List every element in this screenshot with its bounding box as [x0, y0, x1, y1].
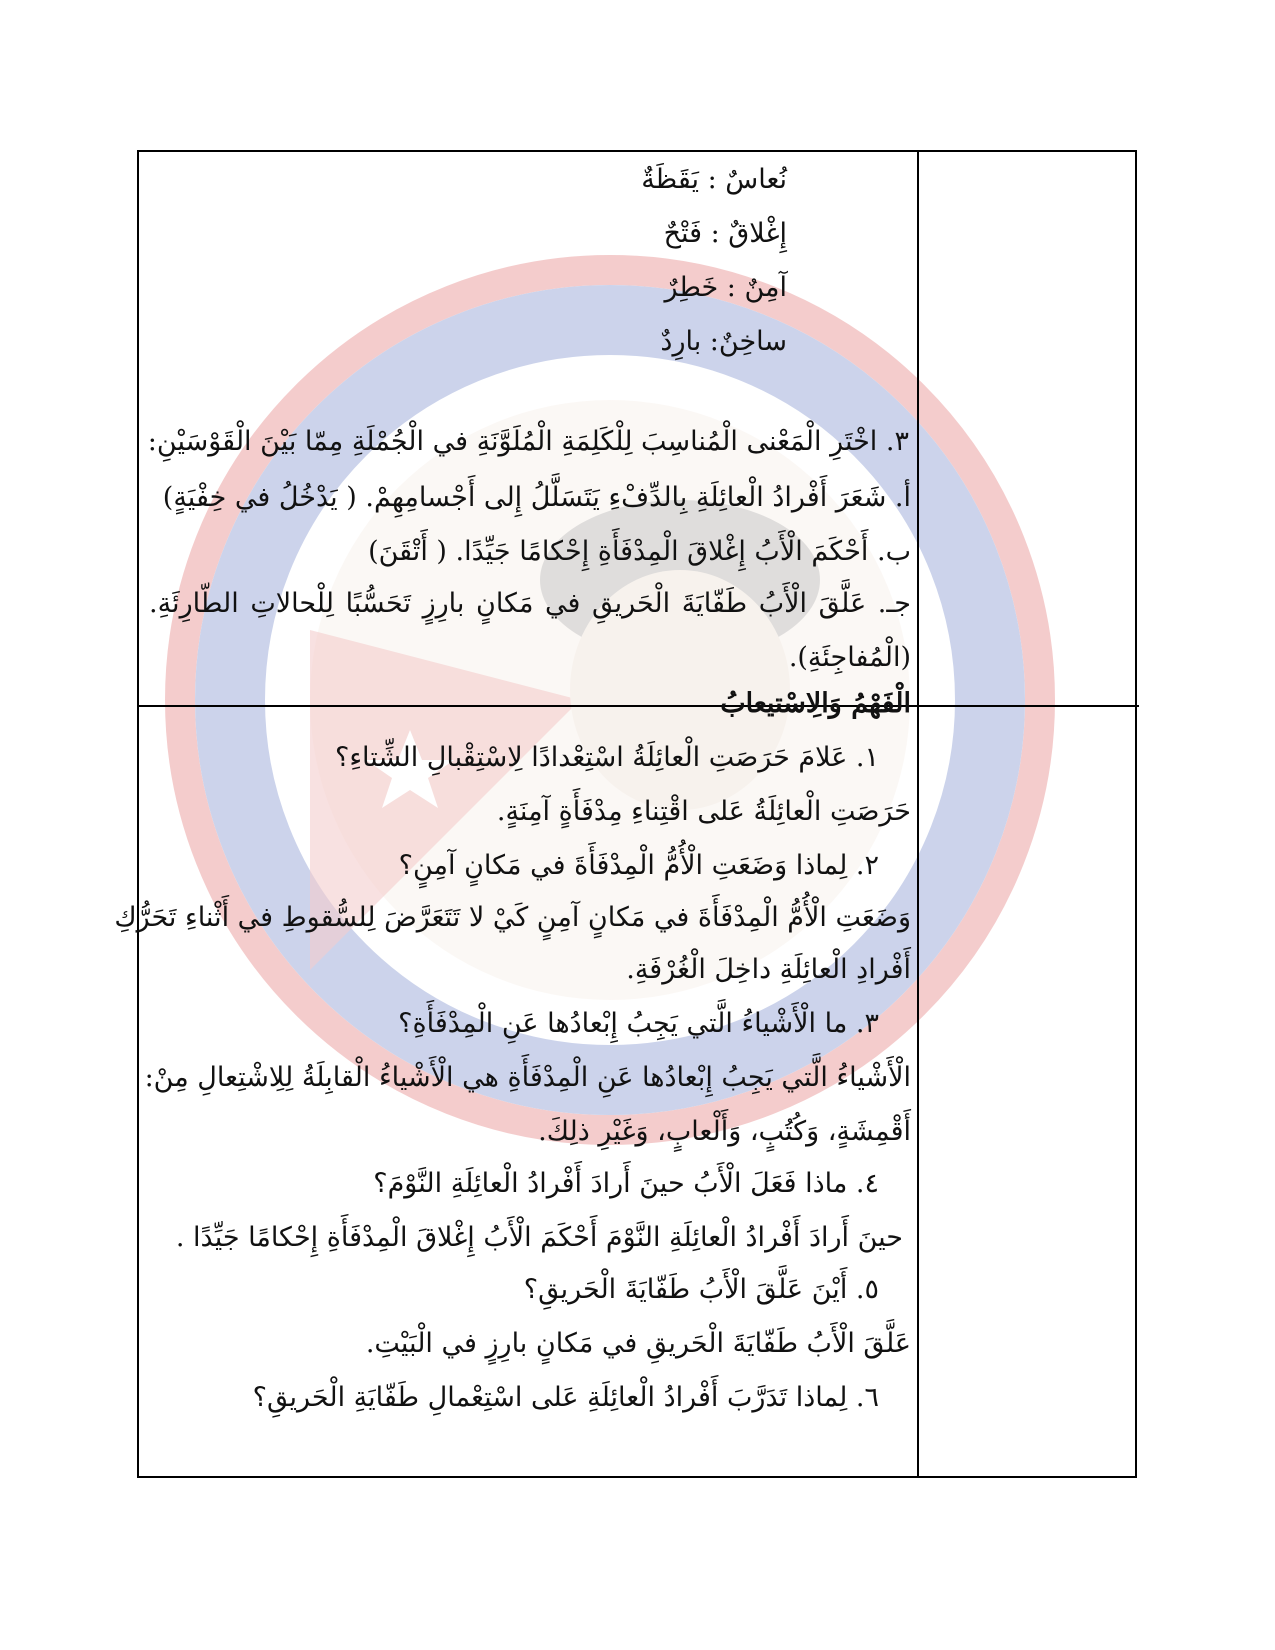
- answer-line: عَلَّقَ الْأَبُ طَفّايَةَ الْحَريقِ في مَكانٍ بارِزٍ في الْبَيْتِ.: [365, 1328, 911, 1359]
- answer-line: أَقْمِشَةٍ، وَكُتُبٍ، وَأَلْعابٍ، وَغَيْرِ ذلِكَ.: [538, 1116, 911, 1147]
- question-line: ٢. لِماذا وَضَعَتِ الْأُمُّ الْمِدْفَأَةَ في مَكانٍ آمِنٍ؟: [398, 850, 879, 881]
- exercise-item: ب. أَحْكَمَ الْأَبُ إِغْلاقَ الْمِدْفَأَةِ إِحْكامًا جَيِّدًا. ( أَتْقَنَ): [368, 536, 911, 567]
- worksheet-table: [114, 150, 1137, 1478]
- exercise-item: (الْمُفاجِئَةِ).: [788, 642, 911, 673]
- answer-line: حَرَصَتِ الْعائِلَةُ عَلى اقْتِناءِ مِدْفَأَةٍ آمِنَةٍ.: [496, 796, 911, 827]
- antonym-line: آمِنٌ : خَطِرٌ: [664, 272, 787, 303]
- content-column: [114, 152, 919, 1476]
- question-line: ٥. أَيْنَ عَلَّقَ الْأَبُ طَفّايَةَ الْحَريقِ؟: [523, 1274, 879, 1305]
- answer-line: وَضَعَتِ الْأُمُّ الْمِدْفَأَةَ في مَكانٍ آمِنٍ كَيْ لا تَتَعَرَّضَ لِلسُّقوطِ في أَثْناءِ تَحَرُّكِ: [114, 902, 911, 933]
- exercise-item: أ. شَعَرَ أَفْرادُ الْعائِلَةِ بِالدِّفْءِ يَتَسَلَّلُ إِلى أَجْسامِهِمْ. ( يَدْخُلُ في خِفْيَةٍ): [162, 482, 911, 513]
- section-heading: الْفَهْمُ وَالِاسْتيعابُ: [720, 688, 911, 719]
- exercise-instruction: ٣. اخْتَرِ الْمَعْنى الْمُناسِبَ لِلْكَلِمَةِ الْمُلَوَّنَةِ في الْجُمْلَةِ مِمّا بَيْنَ الْقَوْسَيْنِ:: [147, 426, 909, 457]
- question-line: ٦. لِماذا تَدَرَّبَ أَفْرادُ الْعائِلَةِ عَلى اسْتِعْمالِ طَفّايَةِ الْحَريقِ؟: [252, 1382, 879, 1413]
- question-line: ٤. ماذا فَعَلَ الْأَبُ حينَ أَرادَ أَفْرادُ الْعائِلَةِ النَّوْمَ؟: [373, 1168, 879, 1199]
- question-line: ١. عَلامَ حَرَصَتِ الْعائِلَةُ اسْتِعْدادًا لِاسْتِقْبالِ الشِّتاءِ؟: [335, 742, 879, 773]
- antonym-line: إِغْلاقٌ : فَتْحٌ: [663, 218, 787, 249]
- exercise-item: جـ. عَلَّقَ الْأَبُ طَفّايَةَ الْحَريقِ في مَكانٍ بارِزٍ تَحَسُّبًا لِلْحالاتِ الطّارِئَةِ.: [149, 588, 911, 619]
- antonym-line: ساخِنٌ: بارِدٌ: [660, 326, 787, 357]
- question-line: ٣. ما الْأَشْياءُ الَّتي يَجِبُ إِبْعادُها عَنِ الْمِدْفَأَةِ؟: [398, 1008, 879, 1039]
- answer-line: الْأَشْياءُ الَّتي يَجِبُ إِبْعادُها عَنِ الْمِدْفَأَةِ هي الْأَشْياءُ الْقابِلَةُ لِلِاشْتِعالِ مِنْ:: [144, 1062, 911, 1093]
- answer-line: أَفْرادِ الْعائِلَةِ داخِلَ الْغُرْفَةِ.: [626, 954, 911, 985]
- antonym-line: نُعاسٌ : يَقَظَةٌ: [641, 164, 787, 195]
- side-column: [917, 152, 1135, 1476]
- answer-line: حينَ أَرادَ أَفْرادُ الْعائِلَةِ النَّوْمَ أَحْكَمَ الْأَبُ إِغْلاقَ الْمِدْفَأَةِ إِحْكامًا جَيِّدًا .: [175, 1222, 903, 1253]
